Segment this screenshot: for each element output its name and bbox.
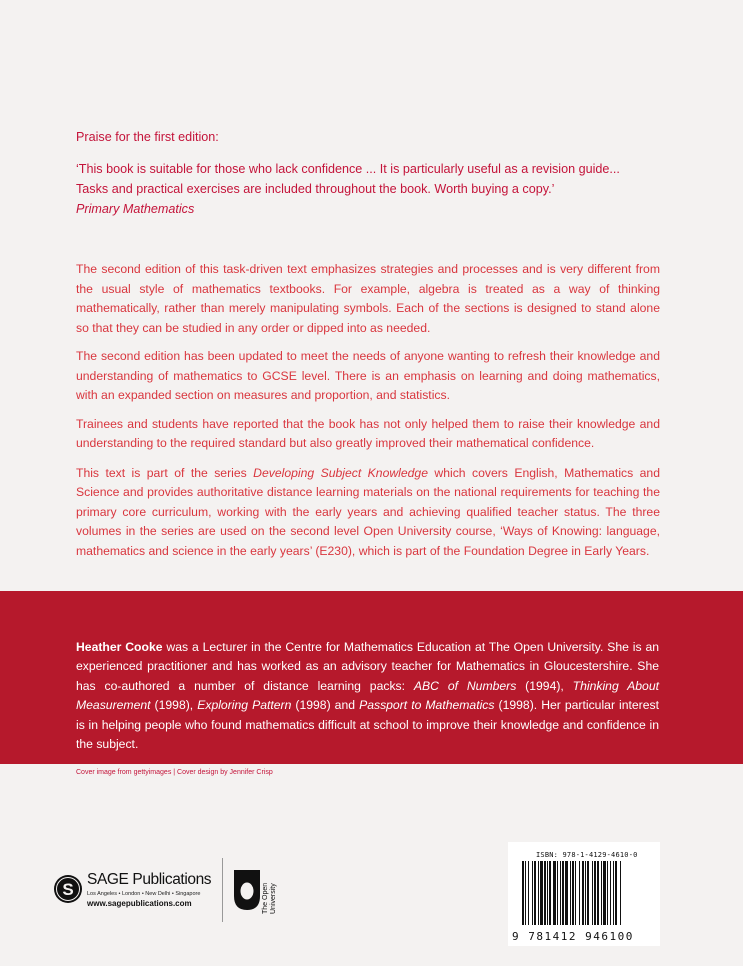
author-bio-text: (1998), — [150, 698, 198, 713]
praise-quote-line-1: ‘This book is suitable for those who lack confidence ... It is particularly useful as a revision guide... — [76, 162, 620, 176]
book-description — [76, 260, 660, 570]
isbn-barcode — [508, 842, 660, 946]
barcode-bar — [613, 861, 614, 925]
barcode-digits: 9 781412 946100 — [512, 930, 634, 943]
barcode-bar — [547, 861, 548, 925]
barcode-bar — [594, 861, 596, 925]
barcode-bar — [570, 861, 571, 925]
publisher-website: www.sagepublications.com — [87, 899, 192, 908]
open-university-wordmark — [262, 883, 278, 914]
barcode-bar — [603, 861, 606, 925]
praise-heading: Praise for the first edition: — [76, 130, 219, 144]
barcode-bar — [528, 861, 529, 925]
barcode-bar — [544, 861, 546, 925]
barcode-bar — [525, 861, 526, 925]
praise-quote-line-2: Tasks and practical exercises are included throughout the book. Worth buying a copy.’ — [76, 182, 555, 196]
sage-s-icon — [53, 874, 83, 904]
series-paragraph — [76, 464, 660, 562]
barcode-bar — [601, 861, 602, 925]
sage-publications-logo — [53, 871, 228, 917]
book-title-2: Thinking About Measurement — [76, 678, 660, 713]
author-bio-text: (1994), — [516, 678, 573, 693]
barcode-bar — [522, 861, 524, 925]
book-title-4: Passport to Mathematics — [359, 698, 495, 713]
series-text-a: This text is part of the series — [76, 465, 254, 480]
barcode-bar — [557, 861, 558, 925]
barcode-bar — [534, 861, 536, 925]
sage-logo-letter: S — [62, 880, 74, 899]
author-bio-text: was a Lecturer in the Centre for Mathematics Education at The Open University. She is an experienced practitioner and has worked as an advisory teacher for Mathematics in Gloucestershire. She has co-authored a number of distance learning packs: — [76, 640, 659, 693]
barcode-bar — [607, 861, 608, 925]
barcode-bar — [610, 861, 611, 925]
barcode-bar — [562, 861, 564, 925]
book-title-1: ABC of Numbers — [413, 678, 517, 693]
barcode-bar — [549, 861, 551, 925]
barcode-bar — [620, 861, 621, 925]
praise-section — [76, 127, 716, 219]
publisher-cities: Los Angeles • London • New Delhi • Singapore — [87, 891, 201, 897]
open-university-shield-icon — [234, 870, 260, 910]
barcode-bar — [587, 861, 589, 925]
barcode-bar — [592, 861, 593, 925]
logo-divider — [222, 858, 223, 922]
series-title: Developing Subject Knowledge — [253, 465, 428, 480]
barcode-bar — [615, 861, 617, 925]
publisher-name: SAGE Publications — [87, 871, 212, 888]
description-paragraph-1: The second edition of this task-driven text emphasizes strategies and processes and is very different from the usual style of mathematics textbooks. For example, algebra is treated as a way of thinking mathematically, rather than merely manipulating symbols. Each of the sections is designed to stand alone so that they can be studied in any order or dipped into as needed. — [76, 262, 660, 335]
barcode-bar — [560, 861, 561, 925]
barcode-bar — [553, 861, 556, 925]
barcode-bar — [597, 861, 599, 925]
isbn-number: ISBN: 978-1-4129-4610-0 — [536, 851, 638, 859]
barcode-bars — [522, 861, 656, 925]
description-paragraph-2: The second edition has been updated to meet the needs of anyone wanting to refresh their knowledge and understanding of mathematics to GCSE level. There is an emphasis on learning and doing mathematics, with an expanded section on measures and proportion, and statistics. — [76, 349, 660, 402]
praise-source: Primary Mathematics — [76, 202, 195, 216]
author-bio — [76, 638, 659, 754]
open-university-line-1: The Open — [262, 882, 269, 914]
barcode-bar — [565, 861, 568, 925]
open-university-logo — [234, 870, 294, 920]
open-university-line-2: University — [270, 883, 277, 914]
author-name: Heather Cooke — [76, 640, 163, 654]
barcode-bar — [585, 861, 586, 925]
book-title-3: Exploring Pattern — [197, 698, 292, 713]
barcode-bar — [582, 861, 584, 925]
barcode-bar — [538, 861, 539, 925]
cover-credits: Cover image from gettyimages | Cover design by Jennifer Crisp — [76, 769, 273, 776]
series-text-b: which covers English, Mathematics and Science and provides authoritative distance learning materials on the national requirements for teaching the primary core curriculum, working with the early years and achieving qualified teacher status. The three volumes in the series are used on the second level Open University course, ‘Ways of Knowing: language, mathematics and science in the early years’ (E230), which is part of the Foundation Degree in Early Years. — [76, 465, 660, 558]
barcode-bar — [572, 861, 574, 925]
barcode-bar — [575, 861, 576, 925]
barcode-bar — [579, 861, 580, 925]
description-paragraph-3: Trainees and students have reported that the book has not only helped them to raise their knowledge and understanding to the required standard but also greatly improved their mathematical confidence. — [76, 416, 660, 450]
author-bio-text: (1998) and — [291, 698, 360, 713]
barcode-bar — [540, 861, 543, 925]
barcode-bar — [532, 861, 533, 925]
author-bio-text: (1998). Her particular interest is in helping people who found mathematics difficult at school to improve their knowledge and confidence in the subject. — [76, 698, 660, 752]
